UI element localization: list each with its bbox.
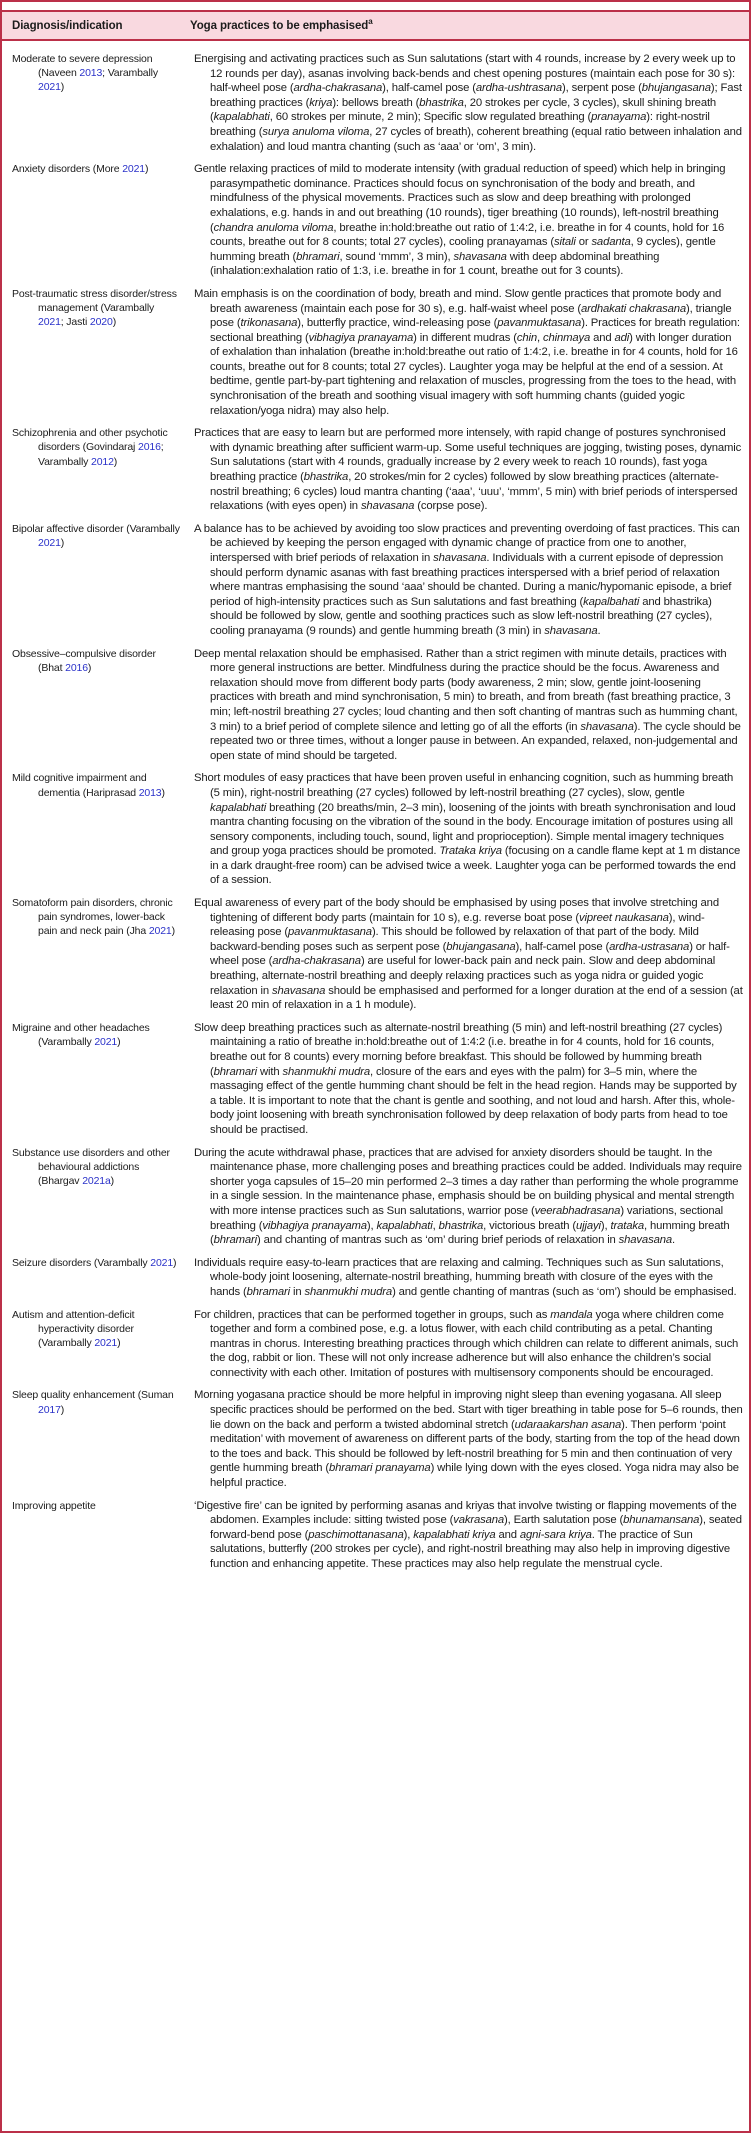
citation-link[interactable]: 2021 bbox=[38, 81, 61, 94]
diagnosis-text: Post-traumatic stress disorder/stress management (Varambally 2021; Jasti 2020) bbox=[12, 287, 177, 329]
diagnosis-cell bbox=[12, 647, 182, 764]
diagnosis-cell bbox=[12, 896, 182, 1013]
diagnosis-text: Mild cognitive impairment and dementia (Hariprasad 2013) bbox=[12, 772, 165, 799]
practices-cell bbox=[194, 287, 743, 418]
citation-link[interactable]: 2021 bbox=[122, 163, 145, 176]
diagnosis-text: Schizophrenia and other psychotic disorders (Govindaraj 2016; Varambally 2012) bbox=[12, 427, 168, 468]
citation-link[interactable]: 2021a bbox=[82, 1174, 111, 1187]
practices-cell bbox=[194, 1021, 743, 1138]
citation-link[interactable]: 2020 bbox=[89, 316, 113, 329]
practices-text: Individuals require easy-to-learn practices that are relaxing and calming. Techniques such as Sun salutations, whole-body joint loosening, alternate-nostril breathing, humming breath with closure of the eyes with the hands (bhramari in shanmukhi mudra) and gentle chanting of mantras (such as ‘om’) should be emphasised. bbox=[194, 1256, 737, 1298]
citation-link[interactable]: 2017 bbox=[38, 1403, 61, 1416]
practices-cell bbox=[194, 426, 743, 514]
diagnosis-text: Sleep quality enhancement (Suman 2017) bbox=[12, 1389, 174, 1416]
citation-link[interactable]: 2012 bbox=[91, 455, 114, 468]
diagnosis-cell bbox=[12, 1308, 182, 1381]
table-row bbox=[12, 44, 743, 154]
diagnosis-text: Somatoform pain disorders, chronic pain syndromes, lower-back pain and neck pain (Jha 2021) bbox=[12, 897, 175, 938]
diagnosis-cell bbox=[12, 1256, 182, 1300]
citation-link[interactable]: 2016 bbox=[138, 441, 161, 454]
diagnosis-cell bbox=[12, 771, 182, 888]
table-row bbox=[12, 763, 743, 888]
table-row bbox=[12, 418, 743, 514]
practices-cell bbox=[194, 1388, 743, 1490]
practices-text: For children, practices that can be performed together in groups, such as mandala yoga where children come together and form a combined pose, e.g. a lotus flower, with each child contributing as a petal. Chanting mantras in chorus. Interesting breathing practices through which children can relate to different animals, such the dog, rabbit or lion. These will not only increase adherence but will also enhance the children’s social connectivity with each other. Imitation of postures with multisensory components should be encouraged. bbox=[194, 1308, 739, 1379]
diagnosis-text: Anxiety disorders (More 2021) bbox=[12, 163, 149, 176]
practices-cell bbox=[194, 771, 743, 888]
column-header-diagnosis: Diagnosis/indication bbox=[12, 20, 123, 32]
practices-cell bbox=[194, 1256, 743, 1300]
diagnosis-text: Seizure disorders (Varambally 2021) bbox=[12, 1256, 177, 1269]
citation-link[interactable]: 2021 bbox=[148, 925, 172, 938]
diagnosis-cell bbox=[12, 287, 182, 418]
table-row bbox=[12, 1300, 743, 1381]
column-header-yoga-practices: Yoga practices to be emphasised$^a$ bbox=[190, 17, 373, 32]
practices-text: Deep mental relaxation should be emphasised. Rather than a strict regimen with minute details, practices with more general instructions are better. Mindfulness during the practice should be the focus. Awareness and relaxation should move from different body parts (body awareness, 2 min; slow, gentle joint-loosening practices with breath and mind synchronisation, 5 min) to breath, and from breath (fast breathing practice, 3 min; left-nostril breathing 27 cycles; loud chanting and then soft chanting of mantras such as humming chant, 3 min) to a brief period of complete silence and letting go of all the efforts (in shavasana). The cycle should be repeated two or three times, without a longer pause in between. An expanded, relaxed, non-judgemental and open state of mind should be targeted. bbox=[194, 647, 741, 762]
table-row bbox=[12, 1380, 743, 1490]
diagnosis-text: Substance use disorders and other behavioural addictions (Bhargav 2021a) bbox=[12, 1146, 170, 1187]
diagnosis-cell bbox=[12, 52, 182, 154]
practices-cell bbox=[194, 1308, 743, 1381]
practices-text: ‘Digestive fire’ can be ignited by performing asanas and kriyas that involve twisting or flapping movements of the abdomen. Examples include: sitting twisted pose (vakrasana), Earth salutation pose (bhunamansana), seated forward-bend pose (paschimottanasana), kapalabhati kriya and agni-sara kriya. The practice of Sun salutations, butterfly (200 strokes per cycle), and right-nostril breathing may also help in improving digestive function and enhancing appetite. These practices may also help regulate the menstrual cycle. bbox=[194, 1499, 742, 1570]
table-row bbox=[12, 1013, 743, 1138]
table-body bbox=[2, 41, 749, 1582]
diagnosis-text: Migraine and other headaches (Varambally 2021) bbox=[12, 1021, 150, 1049]
diagnosis-text: Obsessive–compulsive disorder (Bhat 2016) bbox=[12, 647, 156, 674]
practices-cell bbox=[194, 522, 743, 639]
table-row bbox=[12, 1491, 743, 1572]
diagnosis-cell bbox=[12, 1021, 182, 1138]
citation-link[interactable]: 2021 bbox=[150, 1256, 174, 1269]
table-row bbox=[12, 279, 743, 418]
diagnosis-cell bbox=[12, 522, 182, 639]
practices-cell bbox=[194, 647, 743, 764]
practices-text: Main emphasis is on the coordination of body, breath and mind. Slow gentle practices that promote body and breath awareness (maintain each pose for 30 s), e.g. half-waist wheel pose (ardhakati chakrasana), triangle pose (trikonasana), butterfly practice, wind-releasing pose (pavanmuktasana). Practices for breath regulation: sectional breathing (vibhagiya pranayama) in different mudras (chin, chinmaya and adi) with longer duration of exhalation than inhalation (breathe in:hold:breathe out ratio of 1:4:2, i.e. breathe in for 4 counts, hold for 16 counts, breathe out for 8 counts; total 27 cycles). Laughter yoga may be helpful at the end of a session. At bedtime, gentle part-by-part tightening and relaxation of muscles, progressing from the toes to the head, with synchronisation of the breath and soothing visual imagery with soft humming chants (guided yogic relaxation/yoga nidra) may also help. bbox=[194, 287, 740, 417]
diagnosis-text: Bipolar affective disorder (Varambally 2021) bbox=[12, 522, 180, 550]
table-row bbox=[12, 1138, 743, 1248]
citation-link[interactable]: 2021 bbox=[38, 316, 61, 329]
table-row bbox=[12, 514, 743, 639]
practices-cell bbox=[194, 1146, 743, 1248]
practices-text: Slow deep breathing practices such as alternate-nostril breathing (5 min) and left-nostril breathing (27 cycles) maintaining a ratio of breathe in:hold:breathe out of 1:4:2 (i.e. breathe in for 4 counts, hold for 16 counts, breathe out for 8 counts) every morning before breakfast. This should be followed by humming breath (bhramari with shanmukhi mudra, closure of the ears and eyes with the palm) for 3–5 min, where the massaging effect of the gentle humming chant should be felt in the head region. Hands may be supported by a table. It is important to note that the chant is gentle and soothing, and not loud and harsh. After this, whole-body joint loosening with breath synchronisation followed by deep relaxation of body parts from head to toe should be practised. bbox=[194, 1021, 737, 1136]
diagnosis-cell bbox=[12, 426, 182, 514]
diagnosis-cell bbox=[12, 1388, 182, 1490]
practices-text: Short modules of easy practices that have been proven useful in enhancing cognition, such as humming breath (5 min), right-nostril breathing (27 cycles) followed by left-nostril breathing (27 cycles), slow, gentle kapalabhati breathing (20 breaths/min, 2–3 min), loosening of the joints with breath synchronisation and loud mantra chanting focusing on the vibration of the sound in the body. Encourage imitation of postures using all sensory components, including touch, sound, light and proprioception). Simple mental imagery techniques and group yoga practices should be promoted. Trataka kriya (focusing on a candle flame kept at 1 m distance in a dark draught-free room) can be advised twice a week. Laughter yoga can be performed towards the end of a session. bbox=[194, 772, 741, 887]
diagnosis-text: Autism and attention-deficit hyperactivity disorder (Varambally 2021) bbox=[12, 1308, 135, 1349]
practices-text: Practices that are easy to learn but are performed more intensely, with rapid change of postures synchronised with dynamic breathing after sufficient warm-up. Some useful techniques are jogging, twisting poses, dynamic Sun salutations (start with 4 rounds, gradually increase by 2 every week to reach 10 rounds), fast yoga breathing practice (bhastrika, 20 strokes/min for 2 cycles) followed by slow breathing practices (alternate-nostril breathing; 6 cycles) loud mantra chanting (‘aaa’, ‘uuu’, ‘mmm’, 5 min) with brief periods of interspersed relaxations (with eyes open) in shavasana (corpse pose). bbox=[194, 427, 742, 513]
citation-link[interactable]: 2021 bbox=[94, 1336, 118, 1349]
practices-text: Energising and activating practices such as Sun salutations (start with 4 rounds, increase by 2 every week up to 12 rounds per day), asanas involving back-bends and chest opening postures (maintain each pose for 30 s): half-wheel pose (ardha-chakrasana), half-camel pose (ardha-ushtrasana), serpent pose (bhujangasana); Fast breathing practices (kriya): bellows breath (bhastrika, 20 strokes per cycle, 3 cycles), skull shining breath (kapalabhati, 60 strokes per minute, 2 min); Specific slow regulated breathing (pranayama): right-nostril breathing (surya anuloma viloma, 27 cycles of breath), coherent breathing (equal ratio between inhalation and exhalation) and loud mantra chanting (such as ‘aaa’ or ‘om’, 3 min). bbox=[194, 53, 742, 153]
footnote-marker-a: a bbox=[368, 17, 373, 27]
citation-link[interactable]: 2013 bbox=[138, 786, 162, 799]
diagnosis-text: Moderate to severe depression (Naveen 2013; Varambally 2021) bbox=[12, 53, 158, 94]
citation-link[interactable]: 2021 bbox=[38, 537, 61, 550]
diagnosis-cell bbox=[12, 1146, 182, 1248]
table-row bbox=[12, 639, 743, 764]
table-header-row bbox=[2, 10, 749, 41]
citation-link[interactable]: 2013 bbox=[79, 67, 103, 80]
diagnosis-cell bbox=[12, 1499, 182, 1572]
citation-link[interactable]: 2021 bbox=[94, 1036, 118, 1049]
practices-cell bbox=[194, 1499, 743, 1572]
table-row bbox=[12, 888, 743, 1013]
table-row bbox=[12, 1248, 743, 1300]
practices-cell bbox=[194, 52, 743, 154]
diagnosis-cell bbox=[12, 162, 182, 279]
citation-link[interactable]: 2016 bbox=[65, 661, 88, 674]
practices-text: Gentle relaxing practices of mild to moderate intensity (with gradual reduction of speed) which help in bringing parasympathetic dominance. Practices should focus on synchronisation of the body and breath, and mindfulness of the physical movements. Practices such as slow and deep breathing with prolonged exhalations, e.g. hands in and out breathing (10 rounds), tiger breathing (10 rounds), left-nostril breathing (chandra anuloma viloma, breathe in:hold:breathe out ratio of 1:4:2, i.e. breathe in for 4 counts, hold for 16 counts, breathe out for 8 counts; total 27 cycles), cooling pranayamas (sitali or sadanta, 9 cycles), gentle humming breath (bhramari, sound ‘mmm’, 3 min), shavasana with deep abdominal breathing (inhalation:exhalation ratio of 1:3, i.e. breathe in for 1 count, breathe out for 3 counts). bbox=[194, 163, 726, 278]
diagnosis-text: Improving appetite bbox=[12, 1499, 96, 1512]
practices-text: A balance has to be achieved by avoiding too slow practices and preventing overdoing of fast practices. This can be achieved by keeping the person engaged with dynamic change of practice from one to another, interspersed with brief periods of relaxation in shavasana. Individuals with a current episode of depression should perform dynamic asanas with fast breathing practices interspersed with a brief period of relaxation where mantras emphasising the sound ‘aaa’ should be chanted. During a manic/hypomanic episode, a brief period of high-intensity practices such as Sun salutations and fast breathing (kapalbahati and bhastrika) should be followed by slow, gentle and soothing practices such as slow left-nostril breathing (27 cycles), cooling pranayama (9 rounds) and gentle humming breath (3 min) in shavasana. bbox=[194, 522, 740, 637]
practices-cell bbox=[194, 162, 743, 279]
table-row bbox=[12, 154, 743, 279]
practices-text: During the acute withdrawal phase, practices that are advised for anxiety disorders should be taught. In the maintenance phase, more challenging poses and breathing practices could be added. Individuals may require shorter yoga capsules of 15–20 min performed 2–3 times a day rather than performing the whole programme in a single session. In the maintenance phase, emphasis should be on building physical and mental strength with more intense practices such as Sun salutations, warrior pose (veerabhadrasana) variations, sectional breathing (vibhagiya pranayama), kapalabhati, bhastrika, victorious breath (ujjayi), trataka, humming breath (bhramari) and chanting of mantras such as ‘om’ during brief periods of relaxation in shavasana. bbox=[194, 1146, 742, 1247]
practices-text: Morning yogasana practice should be more helpful in improving night sleep than evening yogasana. All sleep specific practices should be performed on the bed. Start with tiger breathing in table pose for 5–6 rounds, then lie down on the back and perform a twisted abdominal stretch (udaraakarshan asana). Then perform ‘point meditation’ with movement of awareness on different parts of the body, starting from the top of the head down to the toes and back. This should be followed by left-nostril breathing for 5 min and then continuation of very gentle humming breath (bhramari pranayama) while lying down with the eyes closed. Yoga nidra may also be helpful practice. bbox=[194, 1389, 743, 1490]
practices-text: Equal awareness of every part of the body should be emphasised by using poses that involve stretching and tightening of different body parts (maintain for 10 s), e.g. reverse boat pose (vipreet naukasana), wind-releasing pose (pavanmuktasana). This should be followed by relaxation of that part of the body. Mild backward-bending poses such as serpent pose (bhujangasana), half-camel pose (ardha-ustrasana) or half-wheel pose (ardha-chakrasana) are useful for lower-back pain and neck pain. Slow and deep abdominal breathing, alternate-nostril breathing and deeply relaxing practices such as yoga nidra or guided yogic relaxation in shavasana should be emphasised and performed for a longer duration at the end of a session (at least 20 min of relaxation in a 1 h module). bbox=[194, 897, 743, 1012]
practices-cell bbox=[194, 896, 743, 1013]
